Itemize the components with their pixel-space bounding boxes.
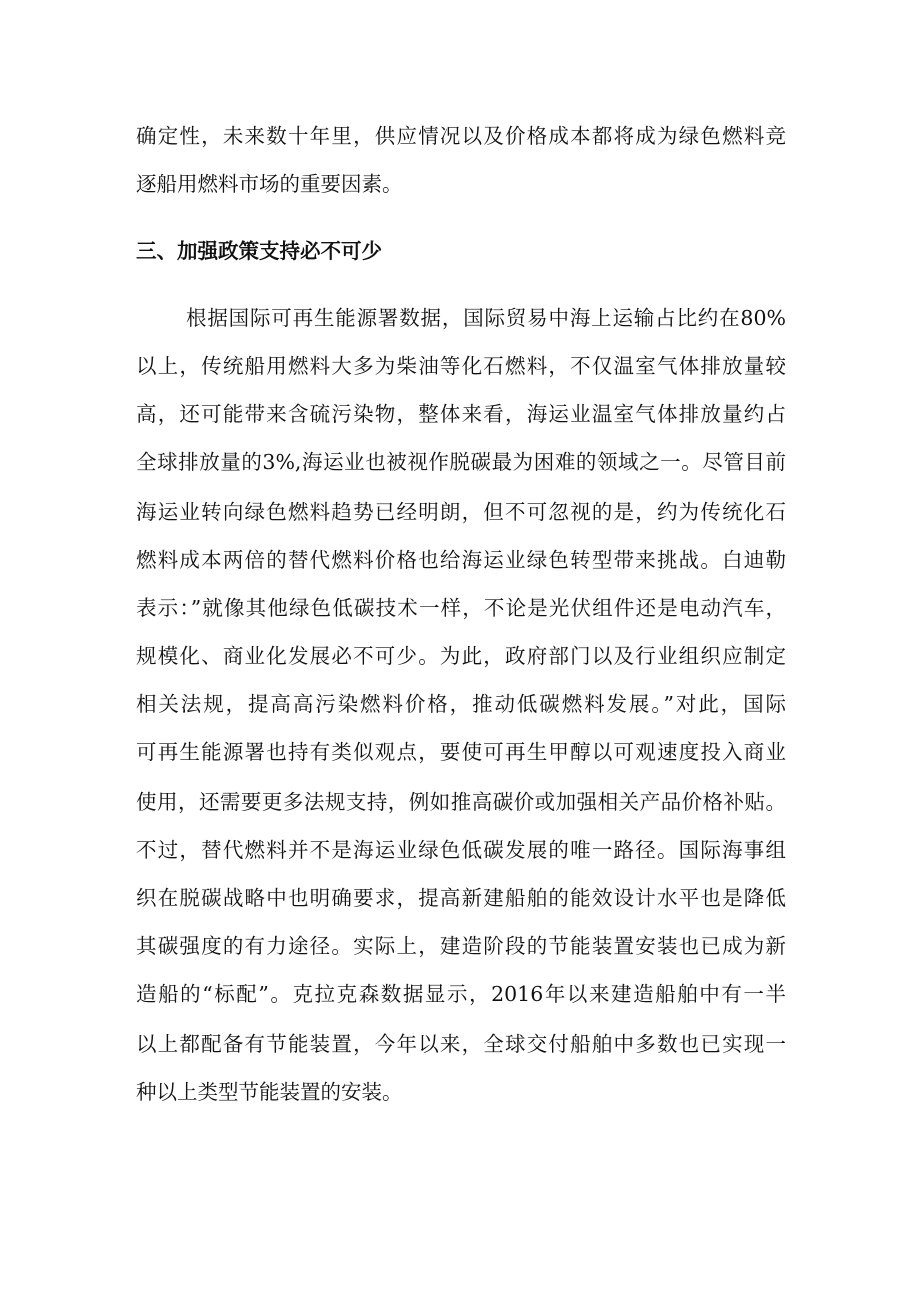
- paragraph-line-13: 织在脱碳战略中也明确要求，提高新建船舶的能效设计水平也是降低: [136, 886, 786, 910]
- paragraph-line-3: 高，还可能带来含硫污染物，整体来看，海运业温室气体排放量约占: [136, 402, 786, 426]
- paragraph-line-1: 根据国际可再生能源署数据，国际贸易中海上运输占比约在80%: [186, 306, 786, 330]
- paragraph-line-8: 规模化、商业化发展必不可少。为此，政府部门以及行业组织应制定: [136, 644, 786, 668]
- paragraph-line-12: 不过，替代燃料并不是海运业绿色低碳发展的唯一路径。国际海事组: [136, 838, 786, 862]
- paragraph-line-5: 海运业转向绿色燃料趋势已经明朗，但不可忽视的是，约为传统化石: [136, 500, 786, 524]
- paragraph-line-10: 可再生能源署也持有类似观点，要使可再生甲醇以可观速度投入商业: [136, 740, 786, 764]
- paragraph-line-4: 全球排放量的3%,海运业也被视作脱碳最为困难的领域之一。尽管目前: [136, 450, 786, 474]
- paragraph-line-17: 种以上类型节能装置的安装。: [136, 1080, 403, 1104]
- section-heading: 三、加强政策支持必不可少: [136, 239, 382, 263]
- paragraph-line-7: 表示：”就像其他绿色低碳技术一样，不论是光伏组件还是电动汽车，: [136, 596, 786, 620]
- paragraph-line-9: 相关法规，提高高污染燃料价格，推动低碳燃料发展。”对此，国际: [136, 692, 786, 716]
- paragraph-line-14: 其碳强度的有力途径。实际上，建造阶段的节能装置安装也已成为新: [136, 934, 786, 958]
- paragraph-line-2: 以上，传统船用燃料大多为柴油等化石燃料，不仅温室气体排放量较: [136, 354, 786, 378]
- paragraph-line-11: 使用，还需要更多法规支持，例如推高碳价或加强相关产品价格补贴。: [136, 790, 786, 814]
- paragraph-line-6: 燃料成本两倍的替代燃料价格也给海运业绿色转型带来挑战。白迪勒: [136, 548, 786, 572]
- intro-line-2: 逐船用燃料市场的重要因素。: [136, 172, 403, 196]
- paragraph-line-15: 造船的“标配”。克拉克森数据显示，2016年以来建造船舶中有一半: [136, 982, 786, 1006]
- intro-line-1: 确定性，未来数十年里，供应情况以及价格成本都将成为绿色燃料竞: [136, 124, 786, 148]
- paragraph-line-16: 以上都配备有节能装置，今年以来，全球交付船舶中多数也已实现一: [136, 1032, 786, 1056]
